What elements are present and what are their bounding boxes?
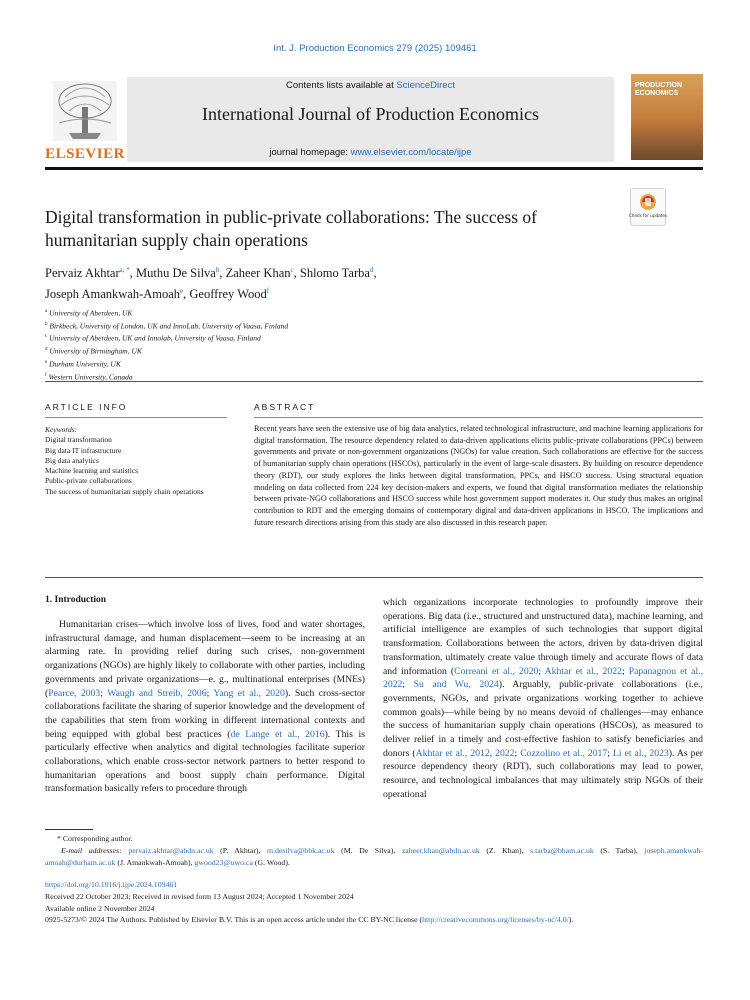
- abstract-heading: ABSTRACT: [254, 402, 316, 412]
- citation-link[interactable]: Int. J. Production Economics 279 (2025) 109461: [273, 43, 477, 54]
- author-affiliation-marker[interactable]: e: [180, 287, 184, 296]
- body-text: ;: [402, 679, 414, 691]
- received-dates: Received 22 October 2023; Received in revised form 13 August 2024; Accepted 1 November 2024: [45, 891, 354, 901]
- affiliation: [45, 306, 645, 319]
- citation-link[interactable]: Akhtar et al., 2012: [415, 747, 490, 759]
- citation-link[interactable]: de Lange et al., 2016: [230, 728, 325, 740]
- author-separator: ,: [129, 266, 136, 281]
- homepage-link[interactable]: www.elsevier.com/locate/ijpe: [350, 147, 472, 158]
- author-separator: ,: [183, 287, 190, 302]
- citation-link[interactable]: 2022: [495, 747, 515, 759]
- abstract-text: Recent years have seen the extensive use of big data analytics, related technological infrastructure, and machine learning applications for digital transformation. The resource dependency related to data-driven applications elicits public-private collaborations (PPCs) between governments and private or non-government organizations (NGOs) for value creation. Such collaborations are effective for the success of humanitarian supply chain operations (HSCOs), particularly in the event of large-scale disasters. By building on resource dependence theory (RDT), our study explores the links between digital transformation, PPCs, and HSCO success. Using structural equation modeling on data collected from 224 key decision-makers and experts, we found that digital transformation mediates the relationship between private-NGO collaborations and HSCO success while host government support moderates it. Our study thus makes an original contribution to RDT and the emerging domains of contemporary digital and data-driven applications in HSCO. The implications and future research directions arising from this study are also discussed in this research paper.: [254, 424, 703, 527]
- email-link[interactable]: pervaiz.akhtar@abdn.ac.uk: [128, 846, 214, 855]
- body-text: ;: [538, 665, 545, 677]
- elsevier-wordmark: ELSEVIER: [45, 146, 125, 162]
- email-label: E-mail addresses:: [61, 846, 129, 855]
- affiliation-text: Western University, Canada: [46, 372, 133, 382]
- author-separator: ,: [293, 266, 300, 281]
- corresponding-author-note: Corresponding author.: [62, 834, 133, 843]
- affiliation-key: d: [45, 347, 48, 353]
- affiliation: [45, 319, 645, 332]
- sciencedirect-link[interactable]: ScienceDirect: [396, 80, 455, 91]
- journal-banner: [127, 77, 614, 162]
- body-text: ;: [206, 687, 214, 699]
- affiliation-list: [45, 306, 645, 382]
- keywords-block: [45, 425, 227, 497]
- body-text: ). Arguably, public-private collaborations (i.e., governments, NGOs, and private organizations working together to achieve common goals)—while being by no means devoid of challenges—may enhance the success of humanitarian supply chain operations (HSCOs), as measured to deliver relief in a timely and cost-effective fashion to satisfy beneficiaries and donors (: [383, 679, 703, 759]
- check-updates-icon: [628, 189, 668, 225]
- author-name: Muthu De Silva: [136, 266, 216, 281]
- author-name: Joseph Amankwah-Amoah: [45, 287, 181, 302]
- citation-link[interactable]: Papanagnou et al., 2022: [383, 665, 704, 691]
- author-affiliation-marker[interactable]: d: [369, 266, 374, 274]
- check-updates-label: Check for updates: [628, 213, 668, 218]
- keyword: Machine learning and statistics: [45, 466, 139, 476]
- license-line: 0925-5273/© 2024 The Authors. Published by Elsevier B.V. This is an open access article under the CC BY-NC license (http://creativecommons.org/licenses/by-nc/4.0/).: [45, 915, 574, 925]
- email-link[interactable]: m.desilva@bbk.ac.uk: [267, 846, 335, 855]
- body-text: ). As per resource dependency theory (RDT), such collaborations may lead to power, resource, and technological imbalances that may ultimately strip NGOs of their operational: [383, 747, 704, 800]
- online-date: Available online 2 November 2024: [45, 903, 155, 913]
- cover-title: PRODUCTION ECONOMICS: [635, 82, 683, 97]
- body-text: ;: [621, 665, 629, 677]
- keyword: The success of humanitarian supply chain operations: [45, 486, 204, 496]
- affiliation-key: b: [45, 321, 48, 327]
- author-name: Pervaiz Akhtar: [45, 266, 120, 281]
- author-affiliation-marker[interactable]: f: [266, 287, 270, 296]
- affiliation-text: University of Aberdeen, UK: [47, 308, 133, 318]
- corresponding-star: *: [57, 834, 63, 843]
- affiliation-text: Durham University, UK: [47, 359, 121, 369]
- author-name: Zaheer Khan: [225, 266, 291, 281]
- affiliation-text: University of Birmingham, UK: [47, 346, 142, 356]
- keyword: Big data analytics: [45, 455, 99, 465]
- keyword: Public-private collaborations: [45, 476, 132, 486]
- journal-title: International Journal of Production Economics: [202, 104, 539, 124]
- author-affiliation-marker[interactable]: a, *: [119, 266, 130, 274]
- citation-link[interactable]: Cozzolino et al., 2017: [520, 747, 608, 759]
- divider: [45, 417, 227, 418]
- intro-column-right: [383, 596, 703, 802]
- body-text: ;: [607, 747, 613, 759]
- contents-line: Contents lists available at ScienceDirect: [286, 80, 455, 91]
- body-text: ,: [489, 747, 496, 759]
- intro-column-left: [45, 618, 365, 796]
- keyword: Digital transformation: [45, 435, 112, 445]
- journal-cover-thumbnail[interactable]: [631, 74, 703, 160]
- author-separator: ,: [373, 266, 377, 281]
- divider: [45, 381, 703, 382]
- affiliation-key: e: [45, 359, 48, 365]
- header-rule: [45, 167, 703, 170]
- affiliation: [45, 344, 645, 357]
- citation-link[interactable]: Correani et al., 2020: [454, 665, 539, 677]
- article-title: [45, 206, 615, 252]
- author-separator: ,: [219, 266, 226, 281]
- citation-link[interactable]: Su and Wu, 2024: [413, 679, 499, 691]
- email-owner: (G. Wood).: [252, 858, 290, 867]
- journal-homepage-line: journal homepage: www.elsevier.com/locate/ijpe: [269, 147, 472, 158]
- citation-link[interactable]: Akhtar et al., 2022: [544, 665, 622, 677]
- publication-info: [45, 879, 705, 926]
- body-text: ). This is particularly effective when analytics and digital technologies facilitate superior collaborations, which enable cross-sector network partners to better respond to humanitarian operations and boost supply chain performance. Digital transformation basically refers to procedure through: [45, 728, 365, 795]
- doi-link[interactable]: https://doi.org/10.1016/j.ijpe.2024.109461: [45, 880, 178, 889]
- footnote: [45, 833, 703, 869]
- author-name: Geoffrey Wood: [189, 287, 267, 302]
- affiliation-key: c: [45, 334, 48, 340]
- email-owner: (Z. Khan),: [479, 846, 531, 855]
- article-info-heading: ARTICLE INFO: [45, 402, 128, 412]
- affiliation-text: Birkbeck, University of London, UK and InnoLab, University of Vaasa, Finland: [47, 321, 289, 331]
- citation-link[interactable]: Waugh and Streib, 2006: [107, 687, 207, 699]
- citation-link[interactable]: Li et al., 2023: [612, 747, 669, 759]
- email-link[interactable]: joseph.amankwah-amoah@durham.ac.uk: [45, 846, 703, 867]
- email-link[interactable]: s.tarba@bham.ac.uk: [530, 846, 594, 855]
- affiliation: [45, 357, 645, 370]
- divider: [254, 417, 703, 418]
- affiliation: [45, 331, 645, 344]
- license-link[interactable]: http://creativecommons.org/licenses/by-nc/4.0/: [422, 915, 569, 925]
- author-affiliation-marker[interactable]: b: [215, 266, 220, 274]
- email-link[interactable]: gwood23@uwo.ca: [194, 858, 253, 867]
- footnote-rule: [45, 829, 93, 830]
- author-name: Shlomo Tarba: [299, 266, 370, 281]
- affiliation-key: a: [45, 309, 48, 314]
- keyword: Big data IT infrastructure: [45, 445, 122, 455]
- body-text: ;: [100, 687, 108, 699]
- author-list: [45, 261, 645, 303]
- check-for-updates-badge[interactable]: [630, 188, 666, 226]
- affiliation-key: f: [45, 372, 47, 378]
- email-link[interactable]: zaheer.khan@abdn.ac.uk: [401, 846, 480, 855]
- citation-link[interactable]: Yang et al., 2020: [213, 687, 285, 699]
- email-owner: (S. Tarba),: [593, 846, 645, 855]
- keywords-label: Keywords:: [45, 425, 78, 434]
- title-line-2: humanitarian supply chain operations: [45, 230, 308, 250]
- affiliation-text: University of Aberdeen, UK and Innolab, University of Vaasa, Finland: [47, 333, 261, 343]
- body-text: ). Such cross-sector collaborations facilitate the sharing of superior knowledge and the development of the capabilities that stem from working in different international contexts and being equipped with global best practices (: [45, 687, 365, 740]
- citation-link[interactable]: Pearce, 2003: [48, 687, 101, 699]
- title-line-1: Digital transformation in public-private collaborations: The success of: [45, 207, 537, 227]
- author-affiliation-marker[interactable]: c: [290, 266, 294, 274]
- section-heading-introduction: 1. Introduction: [45, 595, 107, 605]
- body-text: which organizations incorporate technologies to profoundly improve their operations. Big data (i.e., structured and unstructured data), machine learning, and artificial intelligence are examples of such technologies that support digital transformation. Collaborations between the actors, driven by data-driven digital transformation, ultimately create value through timely and accurate flows of data and information (: [383, 597, 703, 677]
- email-owner: (P. Akhtar),: [213, 846, 268, 855]
- email-owner: (M. De Silva),: [334, 846, 402, 855]
- divider: [45, 577, 703, 578]
- body-text: ;: [514, 747, 521, 759]
- body-text: Humanitarian crises—which involve loss of lives, food and water shortages, infrastructural damage, and human displacement—seem to be increasing at an alarming rate. In providing relief during such crises, non-government organizations (NGOs) are highly likely to collaborate with other parties, including governments and private organizations—e. g., multinational enterprises (MNEs) (: [45, 619, 365, 699]
- email-owner: (J. Amankwah-Amoah),: [115, 858, 195, 867]
